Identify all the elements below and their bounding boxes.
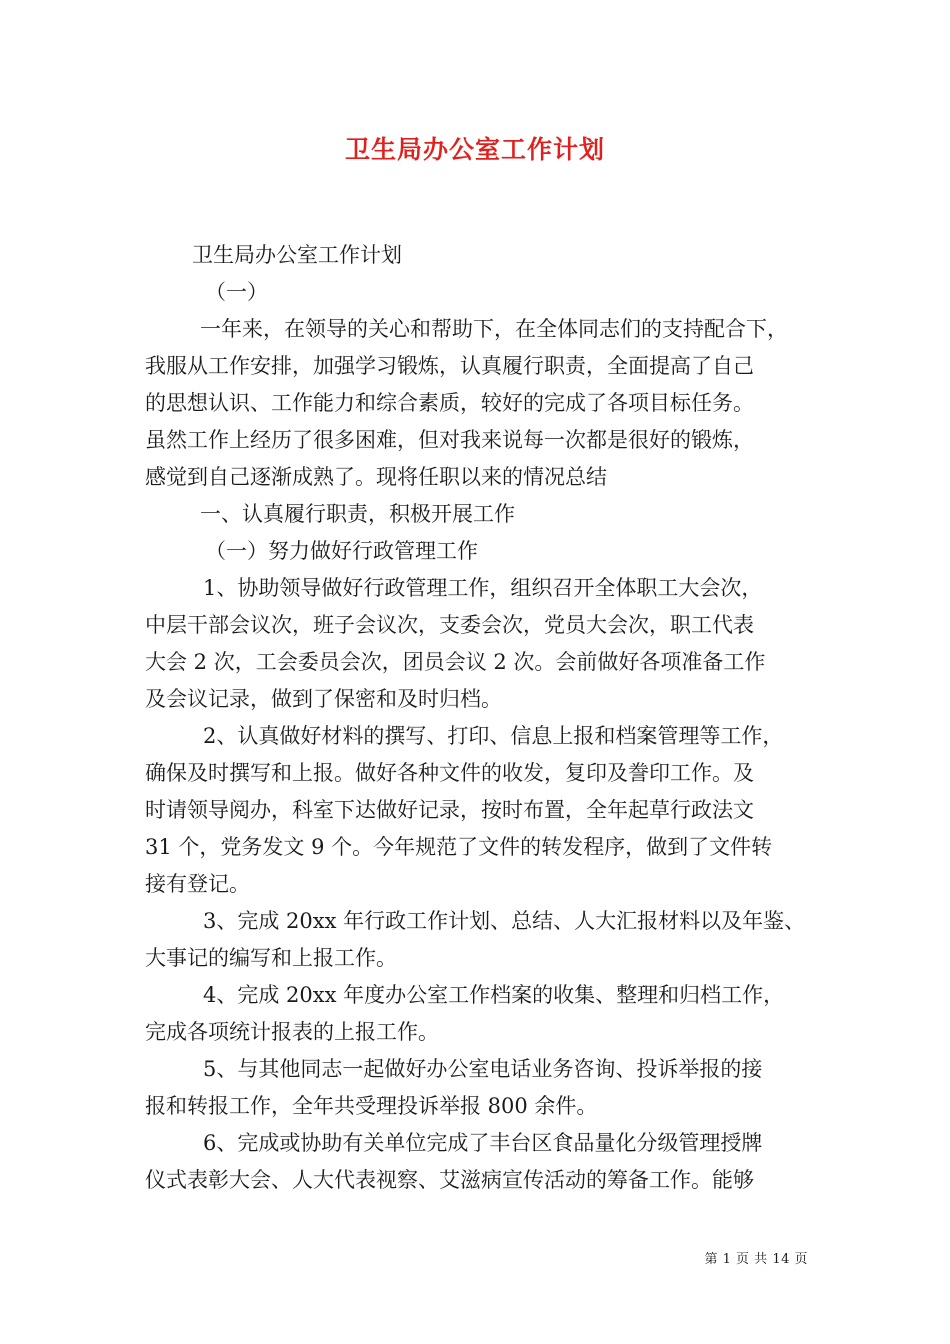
- text-line: 报和转报工作，全年共受理投诉举报 800 余件。: [145, 1094, 598, 1118]
- text-line: 31 个，党务发文 9 个。今年规范了文件的转发程序，做到了文件转: [145, 835, 773, 859]
- text-line: 接有登记。: [145, 872, 250, 896]
- text-line: 仪式表彰大会、人大代表视察、艾滋病宣传活动的筹备工作。能够: [145, 1168, 754, 1192]
- text-line: 1、协助领导做好行政管理工作，组织召开全体职工大会次，: [203, 576, 763, 600]
- text-line: 确保及时撰写和上报。做好各种文件的收发，复印及誊印工作。及: [145, 761, 754, 785]
- text-line: 3、完成 20xx 年行政工作计划、总结、人大汇报材料以及年鉴、: [203, 909, 806, 933]
- section-marker: （一）: [205, 280, 268, 304]
- subsection-heading: （一）努力做好行政管理工作: [205, 539, 478, 563]
- text-line: 我服从工作安排，加强学习锻炼，认真履行职责，全面提高了自己: [145, 354, 754, 378]
- text-line: 完成各项统计报表的上报工作。: [145, 1020, 439, 1044]
- text-line: 大事记的编写和上报工作。: [145, 946, 397, 970]
- text-line: 6、完成或协助有关单位完成了丰台区食品量化分级管理授牌: [203, 1131, 763, 1155]
- page-title: 卫生局办公室工作计划: [344, 135, 605, 164]
- text-line: 大会 2 次，工会委员会次，团员会议 2 次。会前做好各项准备工作: [145, 650, 766, 674]
- text-line: 时请领导阅办，科室下达做好记录，按时布置，全年起草行政法文: [145, 798, 754, 822]
- text-line: 中层干部会议次，班子会议次，支委会次，党员大会次，职工代表: [145, 613, 754, 637]
- text-line: 的思想认识、工作能力和综合素质，较好的完成了各项目标任务。: [145, 391, 754, 415]
- page-number-footer: 第 1 页 共 14 页: [704, 1252, 808, 1267]
- text-line: 一年来，在领导的关心和帮助下，在全体同志们的支持配合下，: [200, 317, 788, 341]
- text-line: 及会议记录，做到了保密和及时归档。: [145, 687, 502, 711]
- section-heading: 一、认真履行职责，积极开展工作: [200, 502, 515, 526]
- text-line: 虽然工作上经历了很多困难，但对我来说每一次都是很好的锻炼，: [145, 428, 754, 452]
- doc-subtitle: 卫生局办公室工作计划: [192, 243, 402, 267]
- document-body: [145, 237, 833, 1199]
- text-line: 5、与其他同志一起做好办公室电话业务咨询、投诉举报的接: [203, 1057, 763, 1081]
- text-line: 2、认真做好材料的撰写、打印、信息上报和档案管理等工作，: [203, 724, 784, 748]
- text-line: 感觉到自己逐渐成熟了。现将任职以来的情况总结: [145, 465, 607, 489]
- text-line: 4、完成 20xx 年度办公室工作档案的收集、整理和归档工作，: [203, 983, 785, 1007]
